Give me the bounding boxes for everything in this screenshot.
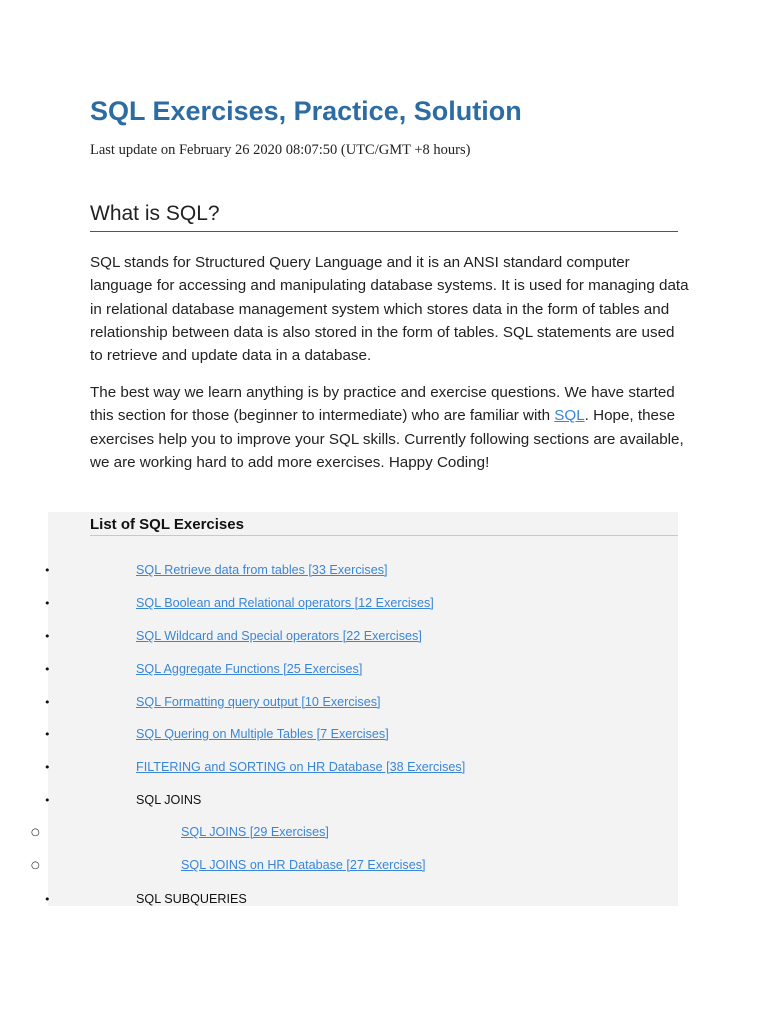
sub-list-bullet: ○ xyxy=(31,860,40,871)
practice-paragraph-text-start: The best way we learn anything is by practice and exercise questions. We have started this section for those (beginner to intermediate) who are familiar with xyxy=(90,384,675,425)
exercise-link-sql-joins[interactable]: SQL JOINS [29 Exercises] xyxy=(181,825,329,839)
exercise-category-sql-joins: SQL JOINS xyxy=(136,793,202,807)
list-bullet: • xyxy=(44,696,51,709)
exercise-link-formatting-output[interactable]: SQL Formatting query output [10 Exercises] xyxy=(136,695,381,709)
list-bullet: • xyxy=(44,761,51,774)
exercise-link-sql-joins-hr[interactable]: SQL JOINS on HR Database [27 Exercises] xyxy=(181,858,426,872)
exercise-link-boolean-relational[interactable]: SQL Boolean and Relational operators [12 Exercises] xyxy=(136,596,434,610)
list-bullet: • xyxy=(44,663,51,676)
sub-list-bullet: ○ xyxy=(31,827,40,838)
exercise-link-aggregate-functions[interactable]: SQL Aggregate Functions [25 Exercises] xyxy=(136,662,363,676)
list-bullet: • xyxy=(44,630,51,643)
exercise-category-sql-subqueries: SQL SUBQUERIES xyxy=(136,892,247,906)
exercise-link-retrieve-data[interactable]: SQL Retrieve data from tables [33 Exercises] xyxy=(136,563,388,577)
practice-paragraph xyxy=(90,381,690,474)
exercise-link-filtering-sorting-hr[interactable]: FILTERING and SORTING on HR Database [38 Exercises] xyxy=(136,760,466,774)
exercise-link-multiple-tables[interactable]: SQL Quering on Multiple Tables [7 Exercises] xyxy=(136,727,389,741)
exercise-list-header xyxy=(90,512,678,536)
list-bullet: • xyxy=(44,564,51,577)
sql-inline-link[interactable]: SQL xyxy=(554,407,585,425)
list-bullet: • xyxy=(44,794,51,807)
page-title: SQL Exercises, Practice, Solution xyxy=(90,96,522,126)
list-bullet: • xyxy=(44,893,51,906)
exercise-link-wildcard-special[interactable]: SQL Wildcard and Special operators [22 Exercises] xyxy=(136,629,422,643)
last-update-text: Last update on February 26 2020 08:07:50 (UTC/GMT +8 hours) xyxy=(90,142,471,158)
practice-paragraph-text-end: . Hope, these exercises help you to improve your SQL skills. Currently following sections are available, we are working hard to add more exercises. Happy Coding! xyxy=(90,407,684,471)
list-bullet: • xyxy=(44,597,51,610)
list-bullet: • xyxy=(44,728,51,741)
exercise-list-title: List of SQL Exercises xyxy=(90,516,244,533)
intro-paragraph: SQL stands for Structured Query Language and it is an ANSI standard computer language for accessing and manipulating database systems. It is used for managing data in relational database management system which stores data in the form of tables and relationship between data is also stored in the form of tables. SQL statements are used to retrieve and update data in a database. xyxy=(90,254,689,365)
section-heading-what-is-sql: What is SQL? xyxy=(90,202,678,232)
